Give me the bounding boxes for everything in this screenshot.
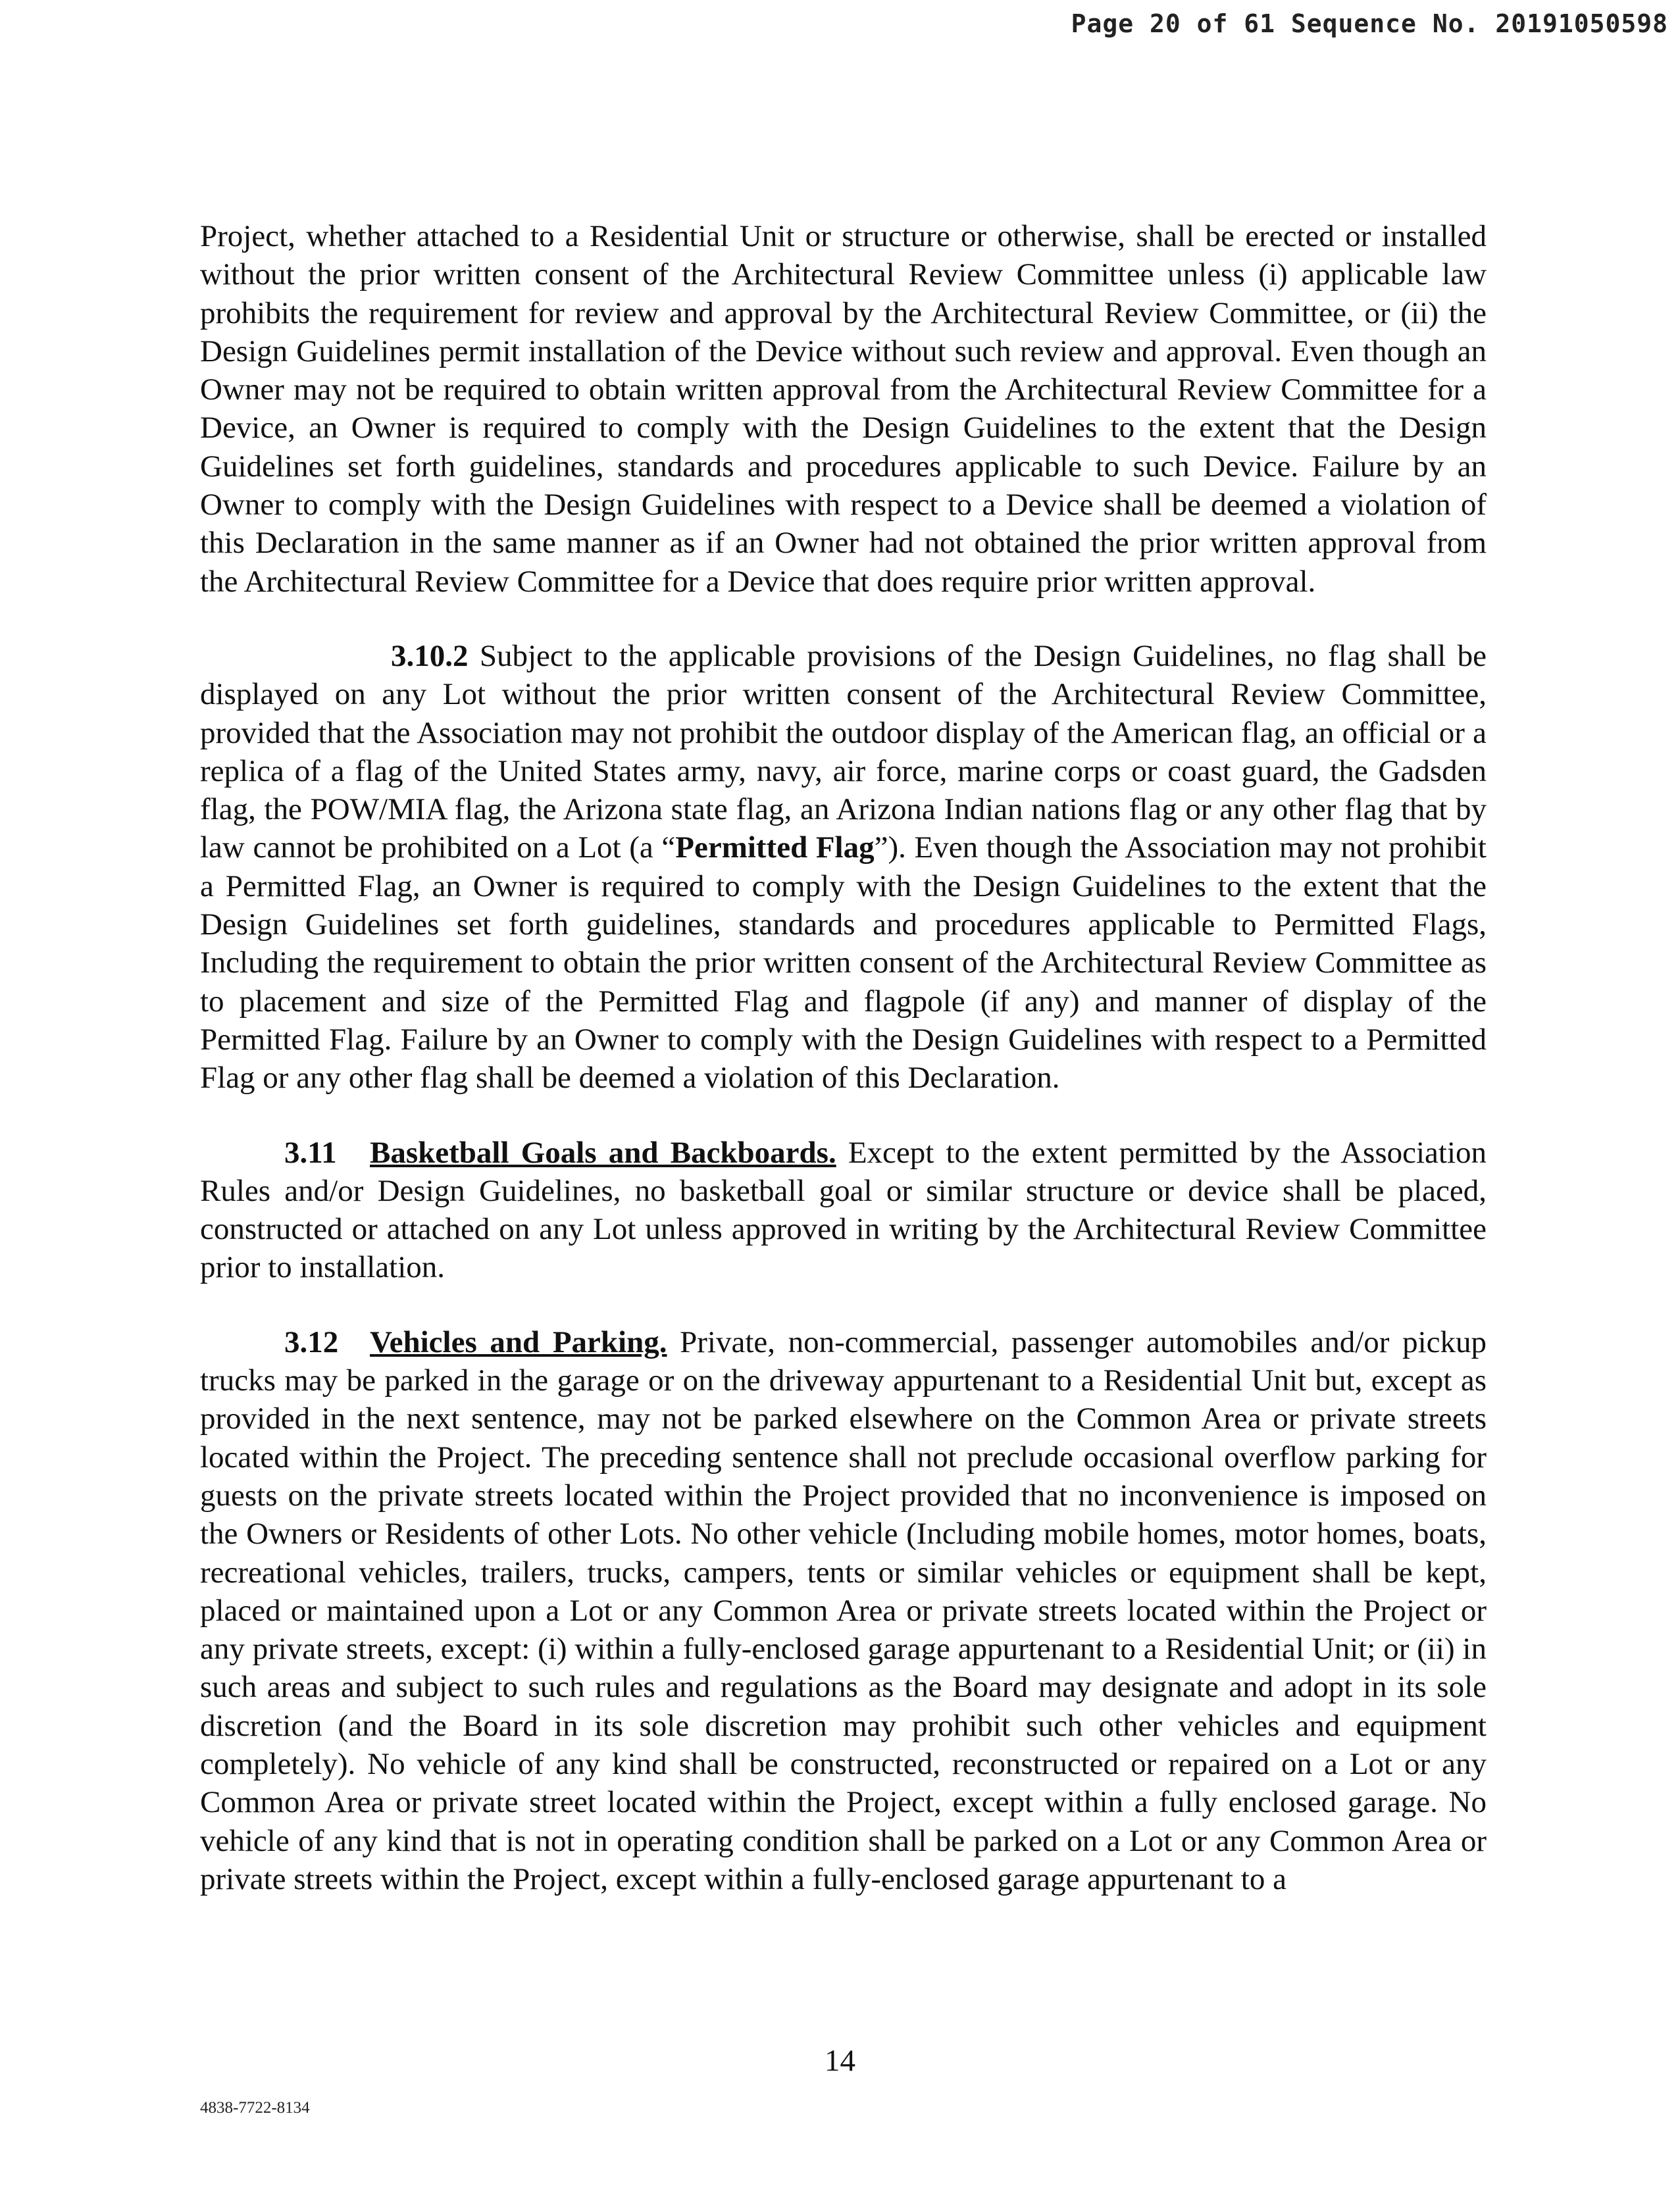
document-body [200, 217, 1487, 1934]
paragraph-3-12 [200, 1323, 1487, 1898]
paragraph-continuation: Project, whether attached to a Residential Unit or structure or otherwise, shall be erected or installed without the prior written consent of the Architectural Review Committee unless (i) applicable law prohibits the requirement for review and approval by the Architectural Review Committee, or (ii) the Design Guidelines permit installation of the Device without such review and approval. Even though an Owner may not be required to obtain written approval from the Architectural Review Committee for a Device, an Owner is required to comply with the Design Guidelines to the extent that the Design Guidelines set forth guidelines, standards and procedures applicable to such Device. Failure by an Owner to comply with the Design Guidelines with respect to a Device shall be deemed a violation of this Declaration in the same manner as if an Owner had not obtained the prior written approval from the Architectural Review Committee for a Device that does require prior written approval. [200, 219, 1487, 599]
section-number: 3.11 [284, 1135, 337, 1170]
section-heading: Basketball Goals and Backboards. [370, 1135, 836, 1170]
document-id: 4838-7722-8134 [200, 2099, 310, 2117]
page-number: 14 [825, 2044, 855, 2078]
defined-term: Permitted Flag [675, 830, 875, 865]
section-number: 3.12 [284, 1325, 339, 1359]
paragraph-3-10-2 [200, 637, 1487, 1098]
paragraph-text: Private, non-commercial, passenger automobiles and/or pickup trucks may be parked in the garage or on the driveway appurtenant to a Residential Unit but, except as provided in the next sentence, may not be parked elsewhere on the Common Area or private streets located within the Project. The preceding sentence shall not preclude occasional overflow parking for guests on the private streets located within the Project provided that no inconvenience is imposed on the Owners or Residents of other Lots. No other vehicle (Including mobile homes, motor homes, boats, recreational vehicles, trailers, trucks, campers, tents or similar vehicles or equipment shall be kept, placed or maintained upon a Lot or any Common Area or private streets located within the Project or any private streets, except: (i) within a fully-enclosed garage appurtenant to a Residential Unit; or (ii) in such areas and subject to such rules and regulations as the Board may designate and adopt in its sole discretion (and the Board in its sole discretion may prohibit such other vehicles and equipment completely). No vehicle of any kind shall be constructed, reconstructed or repaired on a Lot or any Common Area or private street located within the Project, except within a fully enclosed garage. No vehicle of any kind that is not in operating condition shall be parked on a Lot or any Common Area or private streets within the Project, except within a fully-enclosed garage appurtenant to a [200, 1325, 1487, 1896]
section-number: 3.10.2 [391, 638, 469, 673]
paragraph-text: Except to the extent permitted by the Association Rules and/or Design Guidelines, no basketball goal or similar structure or device shall be placed, constructed or attached on any Lot unless approved in writing by the Architectural Review Committee prior to installation. [200, 1135, 1487, 1285]
page-sequence-header: Page 20 of 61 Sequence No. 20191050598 [1071, 9, 1668, 38]
paragraph-3-11 [200, 1134, 1487, 1287]
paragraph-text: ”). Even though the Association may not prohibit a Permitted Flag, an Owner is required to comply with the Design Guidelines to the extent that the Design Guidelines set forth guidelines, standards and procedures applicable to Permitted Flags, Including the requirement to obtain the prior written consent of the Architectural Review Committee as to placement and size of the Permitted Flag and flagpole (if any) and manner of display of the Permitted Flag. Failure by an Owner to comply with the Design Guidelines with respect to a Permitted Flag or any other flag shall be deemed a violation of this Declaration. [200, 830, 1487, 1096]
paragraph-text: Subject to the applicable provisions of the Design Guidelines, no flag shall be displayed on any Lot without the prior written consent of the Architectural Review Committee, provided that the Association may not prohibit the outdoor display of the American flag, an official or a replica of a flag of the United States army, navy, air force, marine corps or coast guard, the Gadsden flag, the POW/MIA flag, the Arizona state flag, an Arizona Indian nations flag or any other flag that by law cannot be prohibited on a Lot (a “ [200, 638, 1487, 865]
section-heading: Vehicles and Parking. [370, 1325, 667, 1359]
